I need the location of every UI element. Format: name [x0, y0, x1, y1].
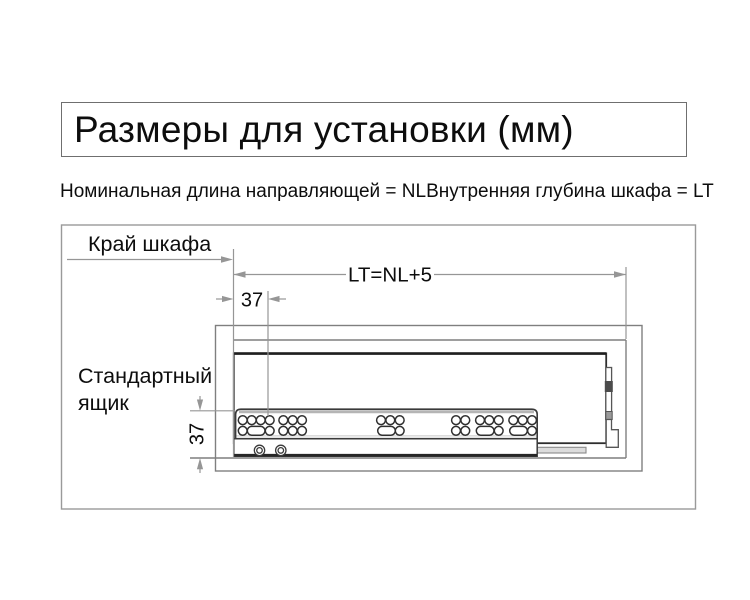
drawer-label-line1: Стандартный	[78, 364, 213, 388]
drawer-label-line2: ящик	[78, 391, 129, 415]
rail-holes-row-2	[238, 426, 536, 435]
rail-holes-row-1	[238, 416, 536, 425]
cabinet-edge-arrowhead-icon	[221, 256, 233, 262]
front-offset-value: 37	[240, 289, 264, 312]
legend-rail-length: Номинальная длина направляющей = NL	[60, 181, 427, 202]
legend-cabinet-depth: Внутренняя глубина шкафа = LT	[426, 181, 714, 202]
page-title: Размеры для установки (мм)	[74, 108, 574, 150]
bottom-offset-value: 37	[186, 422, 209, 446]
cabinet-edge-label: Край шкафа	[88, 232, 212, 256]
depth-formula-label: LT=NL+5	[348, 263, 432, 287]
slide-rail	[234, 409, 537, 456]
